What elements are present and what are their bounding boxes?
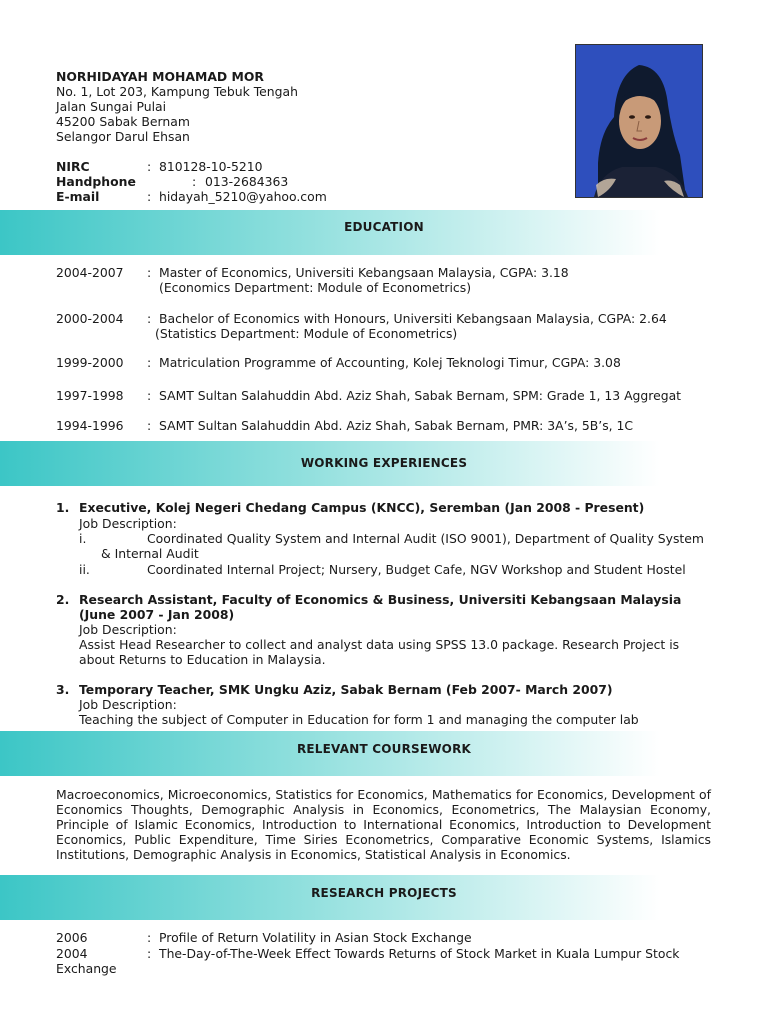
profile-photo [575, 44, 703, 198]
job-description-label: Job Description: [79, 622, 177, 637]
education-sep: : [147, 388, 152, 403]
education-module: (Economics Department: Module of Econometrics) [159, 280, 472, 295]
education-sep: : [147, 311, 152, 326]
section-title-research: RESEARCH PROJECTS [311, 886, 457, 900]
education-years: 1997-1998 [56, 388, 124, 403]
job-item-text: Coordinated Internal Project; Nursery, Budget Cafe, NGV Workshop and Student Hostel [147, 562, 686, 577]
coursework-text: Macroeconomics, Microeconomics, Statistics for Economics, Mathematics for Economics, Development of Economics Thoughts, Demographic Analysis in Economics, Econometrics, The Malaysian Economy, Principle of Islamic Economics, Introduction to International Economics, Introduction to Development Economics, Public Expenditure, Time Siries Econometrics, Comparative Economic Systems, Islamics Institutions, Demographic Analysis in Economics, Statistical Analysis in Economics. [56, 787, 711, 862]
job-description-text: Assist Head Researcher to collect and analyst data using SPSS 13.0 package. Research Project is about Returns to Education in Malaysia. [79, 637, 680, 667]
education-detail: Matriculation Programme of Accounting, Kolej Teknologi Timur, CGPA: 3.08 [159, 355, 621, 370]
email-label: E-mail [56, 189, 100, 204]
job-item-numeral: i. [79, 531, 87, 546]
applicant-name: NORHIDAYAH MOHAMAD MOR [56, 69, 264, 84]
education-years: 2004-2007 [56, 265, 124, 280]
research-title: The-Day-of-The-Week Effect Towards Returns of Stock Market in Kuala Lumpur Stock [159, 946, 680, 961]
address-line: Jalan Sungai Pulai [56, 99, 167, 114]
handphone-label: Handphone [56, 174, 136, 189]
research-sep: : [147, 946, 152, 961]
email-sep: : [147, 189, 152, 204]
job-description-label: Job Description: [79, 697, 177, 712]
handphone-value: 013-2684363 [205, 174, 289, 189]
research-sep: : [147, 930, 152, 945]
education-years: 1994-1996 [56, 418, 124, 433]
job-number: 3. [56, 682, 70, 697]
job-title-dates: (June 2007 - Jan 2008) [79, 607, 235, 622]
job-item-numeral: ii. [79, 562, 90, 577]
nirc-value: 810128-10-5210 [159, 159, 263, 174]
education-detail: Bachelor of Economics with Honours, Universiti Kebangsaan Malaysia, CGPA: 2.64 [159, 311, 667, 326]
job-item-continuation: & Internal Audit [101, 546, 199, 561]
education-sep: : [147, 355, 152, 370]
education-years: 1999-2000 [56, 355, 124, 370]
research-year: 2004 [56, 946, 88, 961]
job-title: Executive, Kolej Negeri Chedang Campus (KNCC), Seremban (Jan 2008 - Present) [79, 500, 645, 515]
education-detail: Master of Economics, Universiti Kebangsaan Malaysia, CGPA: 3.18 [159, 265, 569, 280]
address-line: 45200 Sabak Bernam [56, 114, 190, 129]
email-value: hidayah_5210@yahoo.com [159, 189, 327, 204]
job-number: 1. [56, 500, 70, 515]
job-description-label: Job Description: [79, 516, 177, 531]
section-title-coursework: RELEVANT COURSEWORK [296, 742, 472, 756]
job-item-text: Coordinated Quality System and Internal Audit (ISO 9001), Department of Quality System [147, 531, 704, 546]
education-years: 2000-2004 [56, 311, 124, 326]
section-title-education: EDUCATION [344, 220, 424, 234]
handphone-sep: : [192, 174, 197, 189]
research-title-continuation: Exchange [56, 961, 117, 976]
nirc-label: NIRC [56, 159, 90, 174]
education-module: (Statistics Department: Module of Econometrics) [155, 326, 458, 341]
job-title: Temporary Teacher, SMK Ungku Aziz, Sabak Bernam (Feb 2007- March 2007) [79, 682, 613, 697]
education-sep: : [147, 265, 152, 280]
nirc-sep: : [147, 159, 152, 174]
job-number: 2. [56, 592, 70, 607]
person-portrait-icon [576, 45, 702, 197]
address-line: Selangor Darul Ehsan [56, 129, 190, 144]
education-detail: SAMT Sultan Salahuddin Abd. Aziz Shah, Sabak Bernam, PMR: 3A’s, 5B’s, 1C [159, 418, 634, 433]
section-title-work: WORKING EXPERIENCES [300, 456, 468, 470]
education-detail: SAMT Sultan Salahuddin Abd. Aziz Shah, Sabak Bernam, SPM: Grade 1, 13 Aggregat [159, 388, 682, 403]
job-title: Research Assistant, Faculty of Economics & Business, Universiti Kebangsaan Malaysia [79, 592, 682, 607]
education-sep: : [147, 418, 152, 433]
job-description-text: Teaching the subject of Computer in Education for form 1 and managing the computer lab [79, 712, 639, 727]
research-title: Profile of Return Volatility in Asian Stock Exchange [159, 930, 472, 945]
address-line: No. 1, Lot 203, Kampung Tebuk Tengah [56, 84, 298, 99]
research-year: 2006 [56, 930, 88, 945]
